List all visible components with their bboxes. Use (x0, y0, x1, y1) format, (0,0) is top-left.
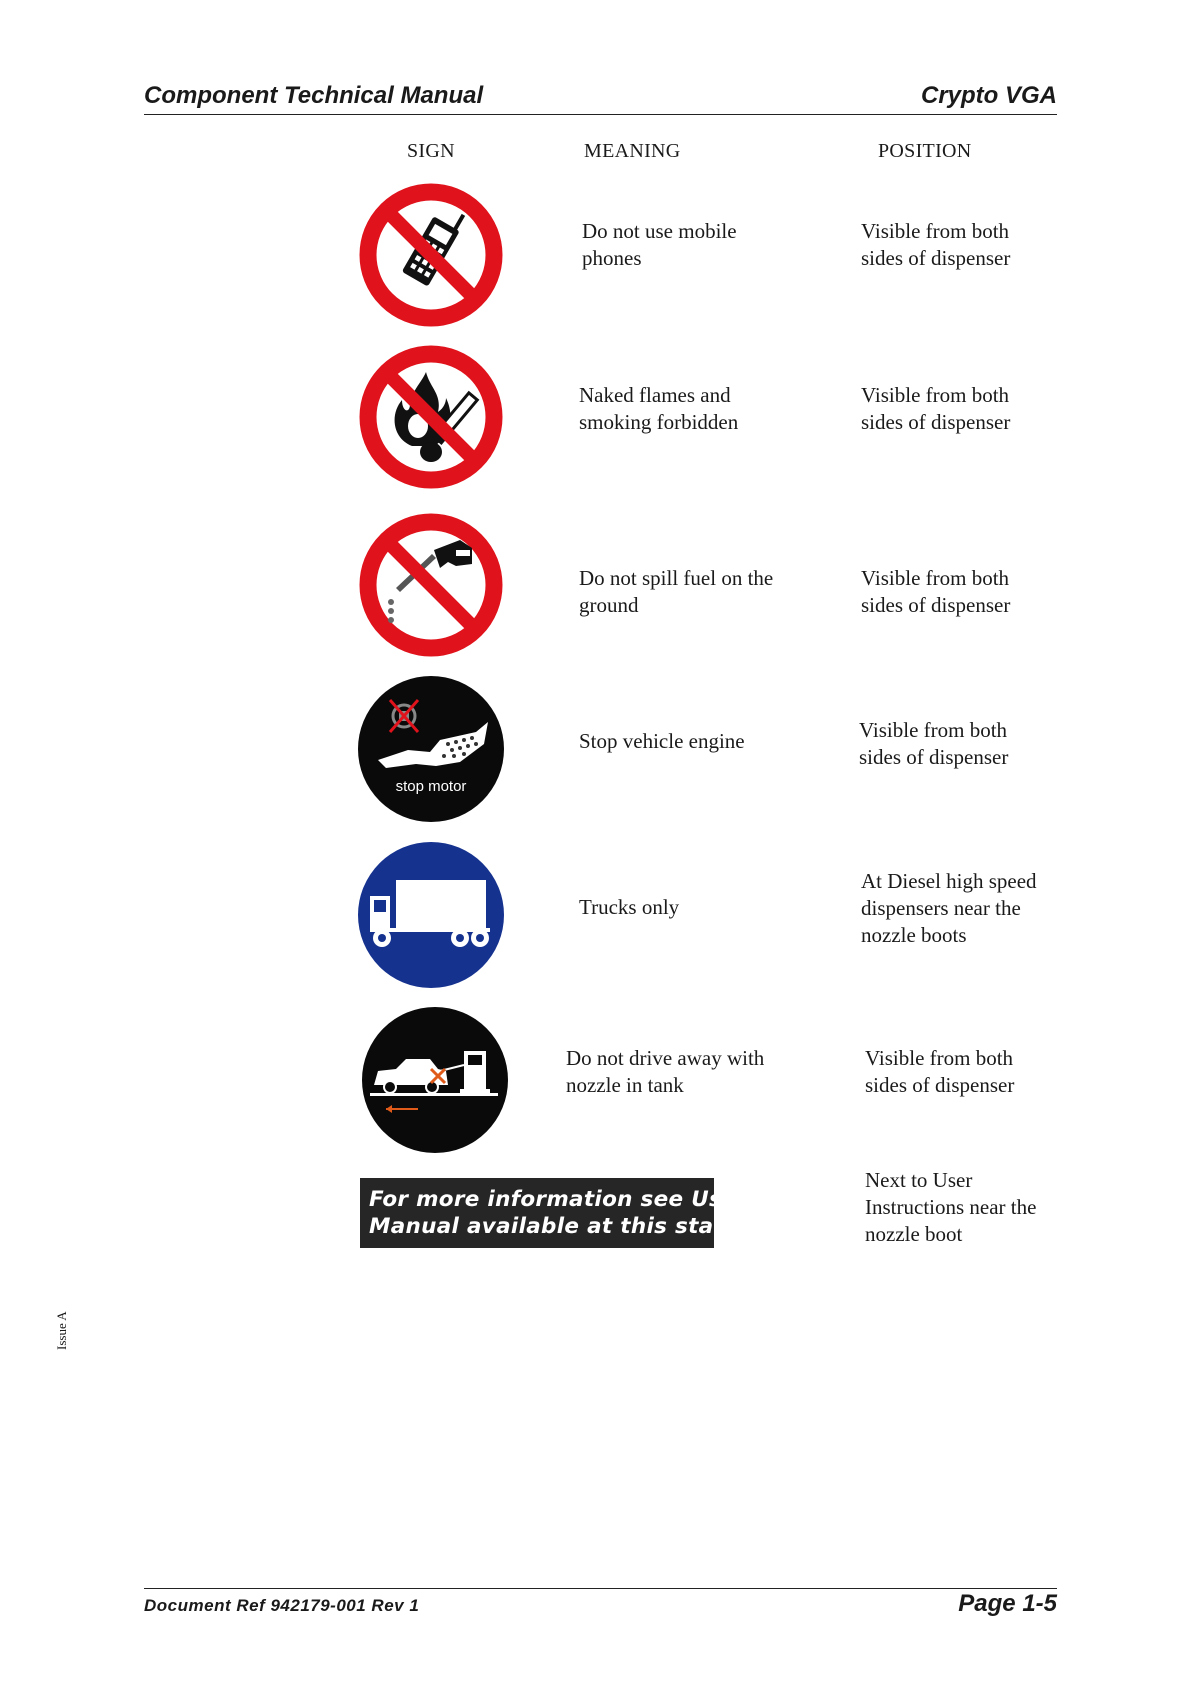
meaning-no-fuel-spill: Do not spill fuel on the ground (579, 566, 774, 617)
position-stop-engine: Visible from both sides of dispenser (859, 718, 1009, 769)
footer-rule (144, 1588, 1057, 1589)
document-title: Component Technical Manual (144, 82, 484, 109)
issue-margin-note: Issue A (54, 1311, 69, 1350)
position-no-mobile-phones: Visible from both sides of dispenser (861, 219, 1011, 270)
document-reference: Document Ref 942179-001 Rev 1 (144, 1596, 420, 1615)
user-manual-info-banner (360, 1178, 763, 1248)
banner-line-1: For more information see User (369, 1187, 748, 1212)
column-header-meaning: MEANING (584, 140, 681, 162)
no-drive-away-icon (360, 1005, 510, 1155)
meaning-no-mobile-phones: Do not use mobile phones (582, 219, 737, 270)
stop-motor-icon (356, 674, 506, 824)
position-no-fuel-spill: Visible from both sides of dispenser (861, 566, 1011, 617)
position-no-flames-smoking: Visible from both sides of dispenser (861, 383, 1011, 434)
product-name: Crypto VGA (920, 82, 1057, 109)
banner-line-2: Manual available at this station (369, 1214, 763, 1239)
position-no-drive-away: Visible from both sides of dispenser (865, 1046, 1015, 1097)
page-number: Page 1-5 (958, 1590, 1057, 1617)
column-header-position: POSITION (878, 140, 972, 162)
position-trucks-only: At Diesel high speed dispensers near the nozzle boots (861, 869, 1037, 947)
trucks-only-icon (356, 840, 506, 990)
position-info-banner: Next to User Instructions near the nozzle boot (865, 1168, 1037, 1246)
meaning-trucks-only: Trucks only (579, 895, 680, 919)
no-mobile-phones-icon (356, 180, 506, 330)
column-header-sign: SIGN (407, 140, 455, 162)
no-flames-smoking-icon (356, 342, 506, 492)
no-fuel-spill-icon (356, 510, 506, 660)
meaning-stop-engine: Stop vehicle engine (579, 729, 745, 753)
meaning-no-flames-smoking: Naked flames and smoking forbidden (579, 383, 739, 434)
meaning-no-drive-away: Do not drive away with nozzle in tank (566, 1046, 765, 1097)
header-rule (144, 114, 1057, 115)
stop-motor-label: stop motor (395, 778, 467, 795)
